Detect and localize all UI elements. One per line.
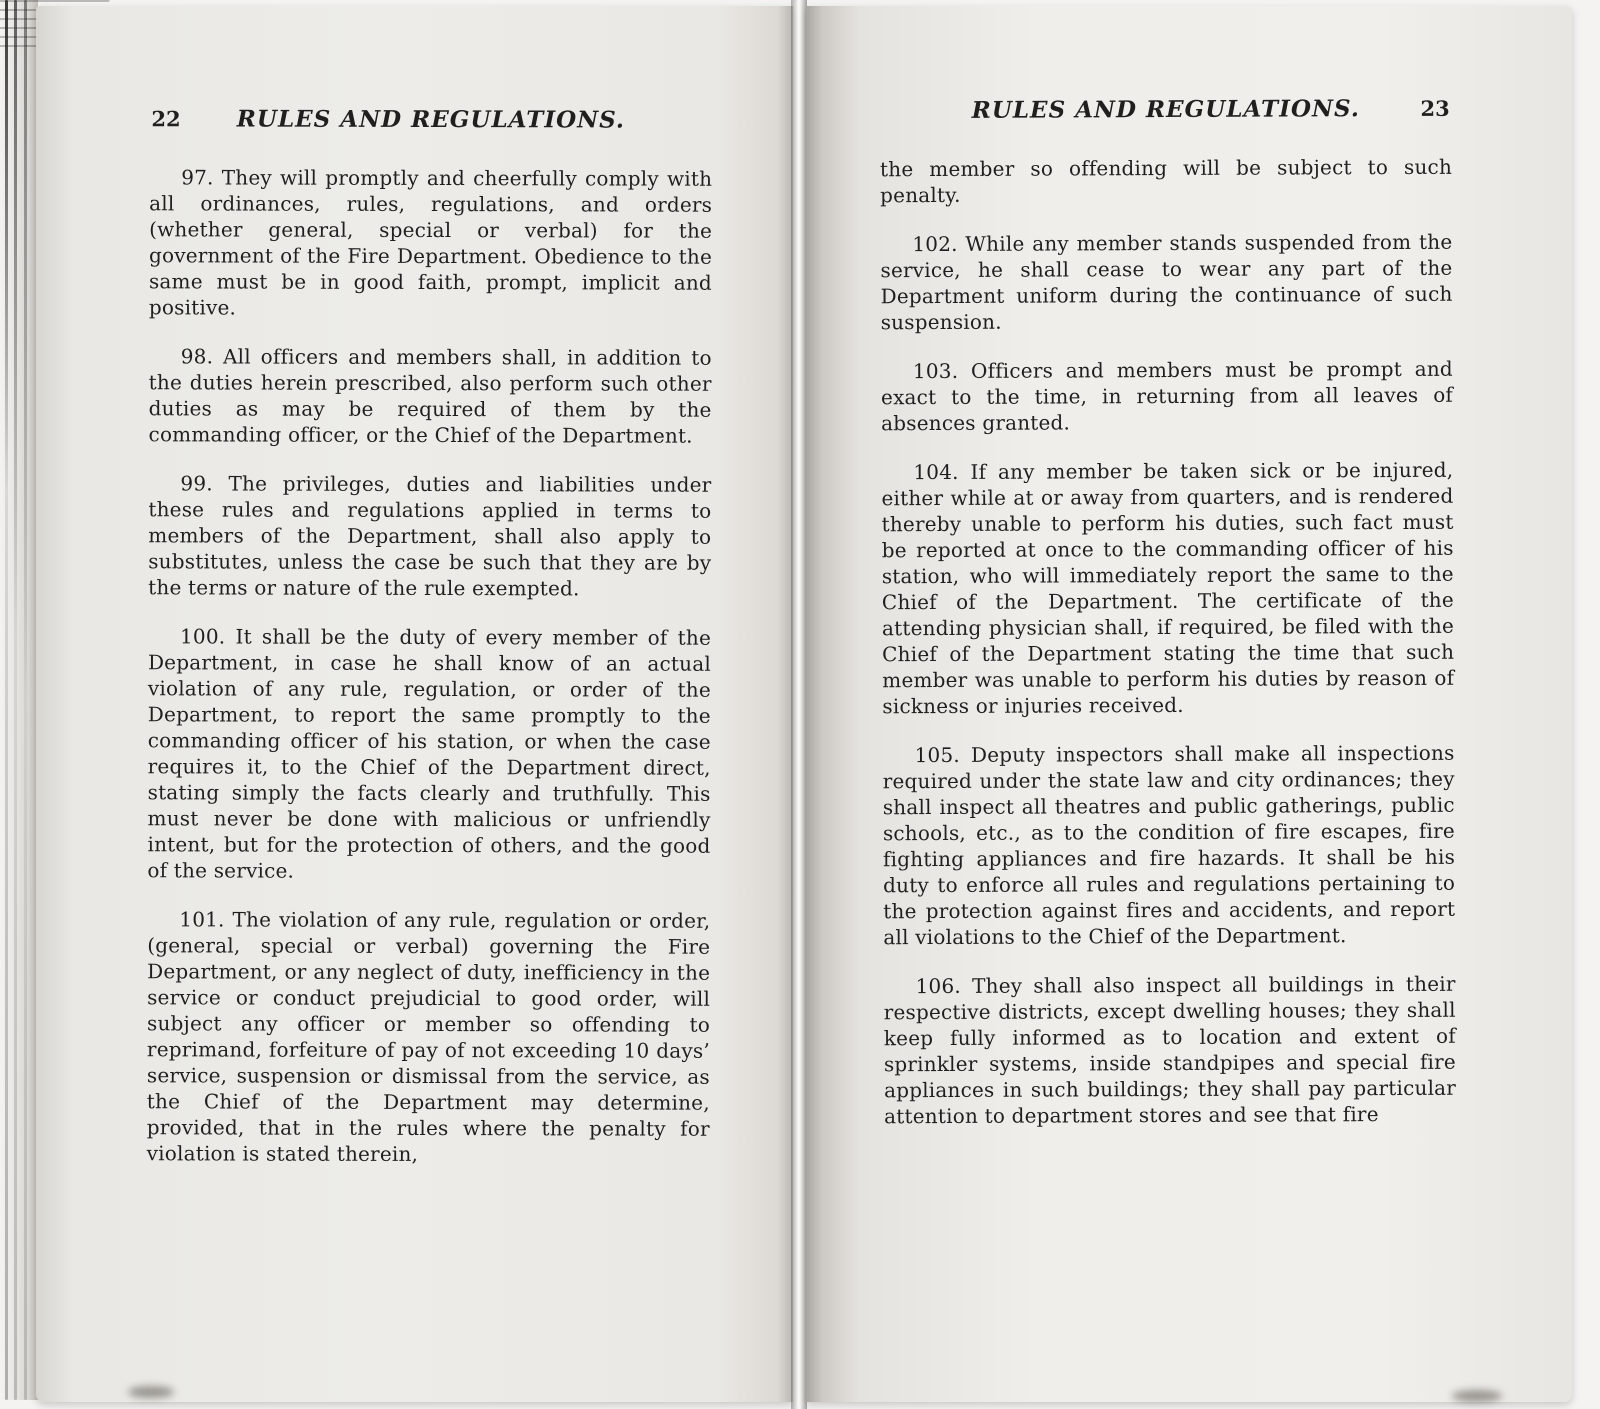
paragraph-99: 99. The privileges, duties and liabilities under these rules and regulations applied in terms to members of the Department, shall also apply to substitutes, unless the case be such that they are by the terms or nature of the rule exempted. [148, 471, 712, 601]
page-curl-shadow [1452, 1390, 1502, 1402]
paragraph-101-continuation: the member so offending will be subject to such penalty. [879, 154, 1453, 208]
paragraph-101: 101. The violation of any rule, regulation or order, (general, special or verbal) governing the Fire Department, or any neglect of duty, inefficiency in the service or conduct prejudicial to good order, will subject any officer or member so offending to reprimand, forfeiture of pay of not exceeding 10 days’ service, suspension or dismissal from the service, as the Chief of the Department may determine, provided, that in the rules where the penalty for violation is stated therein, [146, 907, 711, 1166]
left-page-title: RULES AND REGULATIONS. [236, 105, 625, 134]
right-page-title: RULES AND REGULATIONS. [971, 95, 1360, 124]
paragraph-106: 106. They shall also inspect all buildings in their respective districts, except dwelling houses; they shall keep fully informed as to location and extent of sprinkler systems, inside standpipes and special fire appliances in such buildings; they shall pay particular attention to department stores and see that fire [883, 971, 1457, 1129]
page-stack-edge [0, 0, 38, 1400]
right-page-header [880, 95, 1452, 124]
paragraph-103: 103. Officers and members must be prompt and exact to the time, in returning from all leaves of absences granted. [880, 356, 1454, 436]
left-page-header [149, 105, 712, 133]
right-page-content [880, 95, 1457, 1152]
right-page-body [880, 154, 1456, 1129]
left-page-body [147, 164, 713, 1167]
left-page-number: 22 [151, 106, 181, 132]
paragraph-97: 97. They will promptly and cheerfully comply with all ordinances, rules, regulations, and orders (whether general, special or verbal) for the government of the Fire Department. Obedience to the same must be in good faith, prompt, implicit and positive. [148, 165, 713, 320]
left-page-content [147, 105, 713, 1190]
page-edge-line [24, 0, 27, 1400]
book-gutter [791, 0, 807, 1409]
paragraph-104: 104. If any member be taken sick or be injured, either while at or away from quarters, and is rendered thereby unable to perform his duties, such fact must be reported at once to the commanding officer of his station, who will immediately report the same to the Chief of the Department. The certificate of the attending physician shall, if required, be filed with the Chief of the Department stating the time that such member was unable to perform his duties by reason of sickness or injuries received. [881, 457, 1455, 719]
paragraph-98: 98. All officers and members shall, in addition to the duties herein prescribed, also perform such other duties as may be required of them by the commanding officer, or the Chief of the Department. [148, 344, 712, 448]
paragraph-105: 105. Deputy inspectors shall make all inspections required under the state law and city ordinances; they shall inspect all theatres and public gatherings, public schools, etc., as to the condition of fire escapes, fire fighting appliances and fire hazards. It shall be his duty to enforce all rules and regulations pertaining to the protection against fires and accidents, and report all violations to the Chief of the Department. [882, 740, 1456, 950]
page-curl-shadow [128, 1386, 174, 1398]
page-edge-line [5, 0, 8, 1400]
paragraph-100: 100. It shall be the duty of every member of the Department, in case he shall know of an actual violation of any rule, regulation, or order of the Department, to report the same promptly to the commanding officer of his station, or when the case requires it, to the Chief of the Department direct, stating simply the facts clearly and truthfully. This must never be done with malicious or unfriendly intent, but for the protection of others, and the good of the service. [147, 624, 712, 883]
page-edge-line [14, 0, 17, 1400]
left-page [36, 6, 793, 1402]
paragraph-102: 102. While any member stands suspended from the service, he shall cease to wear any part of the Department uniform during the continuance of such suspension. [880, 229, 1453, 335]
right-page [806, 6, 1572, 1402]
right-page-number: 23 [1420, 95, 1450, 121]
